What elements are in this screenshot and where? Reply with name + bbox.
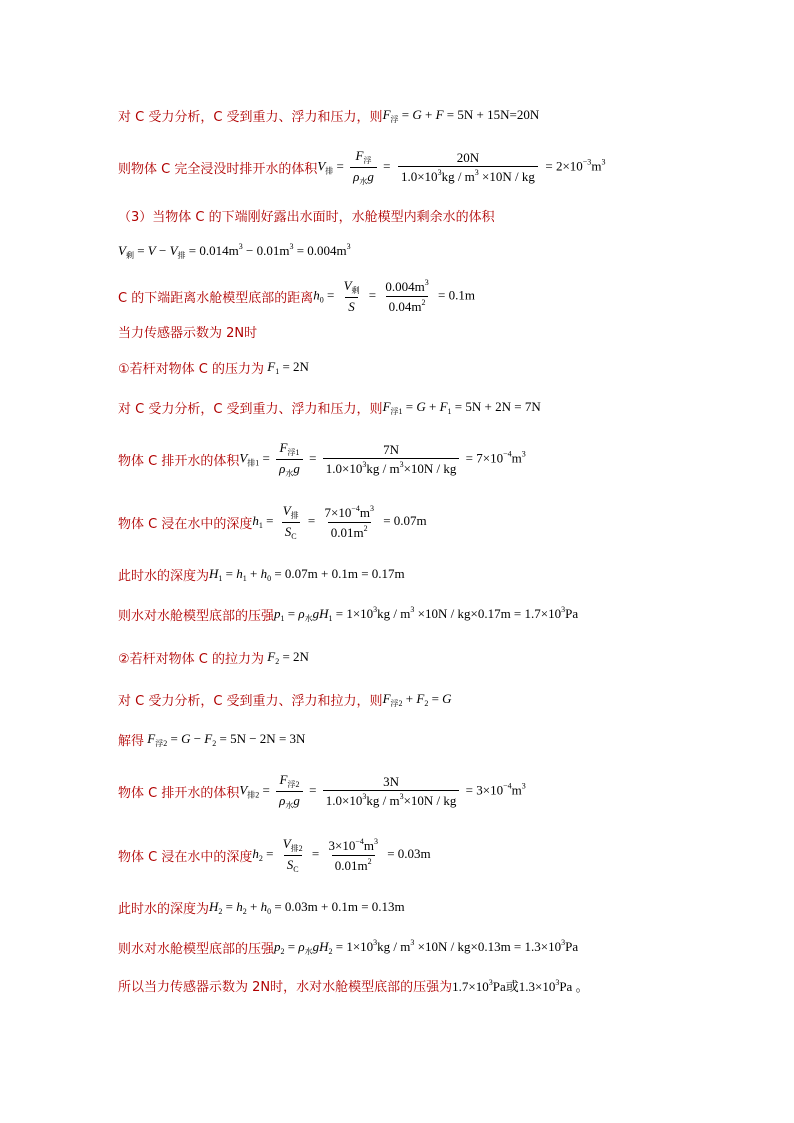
solution-line-5 <box>118 278 475 315</box>
solution-line-10 <box>118 503 427 541</box>
solution-text: 物体 C 浸在水中的深度 <box>118 849 253 865</box>
solution-line-17 <box>118 836 431 874</box>
section-heading: （3）当物体 C 的下端刚好露出水面时，水舱模型内剩余水的体积 <box>118 210 495 225</box>
solution-line-7 <box>118 358 309 377</box>
formula: $V_剩 = V - V_排 = 0.014m^3 - 0.01m^3 = 0.004m^3$ <box>118 242 351 260</box>
solution-text: 物体 C 排开水的体积 <box>118 786 240 801</box>
solution-line-14 <box>118 690 452 709</box>
solution-line-20 <box>118 976 589 995</box>
formula: $h_0$ = $\frac{V_剩}{S}$ = $\frac{0.004m^3}{0.04m^2}$ = 0.1m <box>313 278 475 314</box>
solution-text: 对 C 受力分析，C 受到重力、浮力和压力，则 <box>118 110 383 125</box>
solution-line-9 <box>118 440 526 479</box>
formula: $F_1 = 2N$ <box>267 359 309 376</box>
formula: $H_2 = h_2 + h_0 = 0.03m + 0.1m = 0.13m$ <box>209 899 405 916</box>
solution-line-16 <box>118 772 526 811</box>
formula: $V_{排2}$ = $\frac{F_{浮2}}{\rho_水g}$ = $\frac{3N}{1.0\times 10^3kg / m^3\times 10N / kg}$ = $3\times 10^{-4}m^3$ <box>239 772 526 810</box>
formula: $H_1 = h_1 + h_0 = 0.07m + 0.1m = 0.17m$ <box>209 566 405 583</box>
case-heading: ①若杆对物体 C 的压力为 <box>118 362 264 377</box>
solution-text: 解得 <box>118 734 145 749</box>
solution-text: 则水对水舱模型底部的压强 <box>118 609 275 624</box>
solution-text: 物体 C 排开水的体积 <box>118 454 240 469</box>
solution-text: 此时水的深度为 <box>118 569 210 584</box>
solution-line-1 <box>118 106 539 125</box>
formula: $p_1 = \rho_水gH_1 = 1\times 10^3kg / m^3 \times 10N / kg\times 0.17m = 1.7\times 10^3Pa$ <box>274 605 579 623</box>
solution-text: 则水对水舱模型底部的压强 <box>118 942 275 957</box>
solution-text: 此时水的深度为 <box>118 902 210 917</box>
formula: $F_{浮1} = G + F_1 = 5N + 2N = 7N$ <box>382 398 541 416</box>
formula: $V_{排1}$ = $\frac{F_{浮1}}{\rho_水g}$ = $\frac{7N}{1.0\times 10^3kg / m^3\times 10N / kg}$ = $7\times 10^{-4}m^3$ <box>239 440 526 478</box>
solution-text: 物体 C 浸在水中的深度 <box>118 516 253 532</box>
formula: $h_2$ = $\frac{V_{排2}}{S_C}$ = $\frac{3\times 10^{-4}m^3}{0.01m^2}$ = 0.03m <box>252 836 431 874</box>
solution-text: 则物体 C 完全浸没时排开水的体积 <box>118 162 318 177</box>
formula: $F_2 = 2N$ <box>267 649 309 666</box>
formula: $F_{浮2} + F_2 = G$ <box>382 690 452 708</box>
formula: $1.7\times 10^3Pa$或$1.3\times 10^3Pa$ 。 <box>452 978 589 994</box>
solution-line-15 <box>118 730 305 749</box>
solution-line-6 <box>118 322 257 341</box>
formula: $p_2 = \rho_水gH_2 = 1\times 10^3kg / m^3 \times 10N / kg\times 0.13m = 1.3\times 10^3Pa$ <box>274 938 579 956</box>
solution-line-19 <box>118 938 578 957</box>
formula: $V_排$ = $\frac{F_浮}{\rho_水g}$ = $\frac{20N}{1.0\times 10^3kg / m^3 \times 10N / kg}$ = $2\times 10^{-3}m^3$ <box>317 148 606 186</box>
solution-text: 对 C 受力分析，C 受到重力、浮力和拉力，则 <box>118 694 383 709</box>
solution-line-13 <box>118 648 309 667</box>
formula: $h_1$ = $\frac{V_排}{S_C}$ = $\frac{7\times 10^{-4}m^3}{0.01m^2}$ = 0.07m <box>252 503 427 541</box>
formula: $F_浮 = G + F = 5N + 15N=20N$ <box>382 106 540 124</box>
solution-line-12 <box>118 605 578 624</box>
solution-line-8 <box>118 398 541 417</box>
conclusion-text: 所以当力传感器示数为 2N时，水对水舱模型底部的压强为 <box>118 980 453 995</box>
case-heading: ②若杆对物体 C 的拉力为 <box>118 652 264 667</box>
solution-line-4 <box>118 242 351 261</box>
solution-text: 当力传感器示数为 2N时 <box>118 326 258 341</box>
formula: $F_{浮2} = G - F_2 = 5N - 2N = 3N$ <box>147 730 306 748</box>
solution-text: 对 C 受力分析，C 受到重力、浮力和压力，则 <box>118 402 383 417</box>
solution-line-3 <box>118 206 495 225</box>
solution-line-18 <box>118 898 405 917</box>
solution-line-2 <box>118 148 605 187</box>
solution-line-11 <box>118 565 405 584</box>
solution-text: C 的下端距离水舱模型底部的距离 <box>118 291 314 306</box>
